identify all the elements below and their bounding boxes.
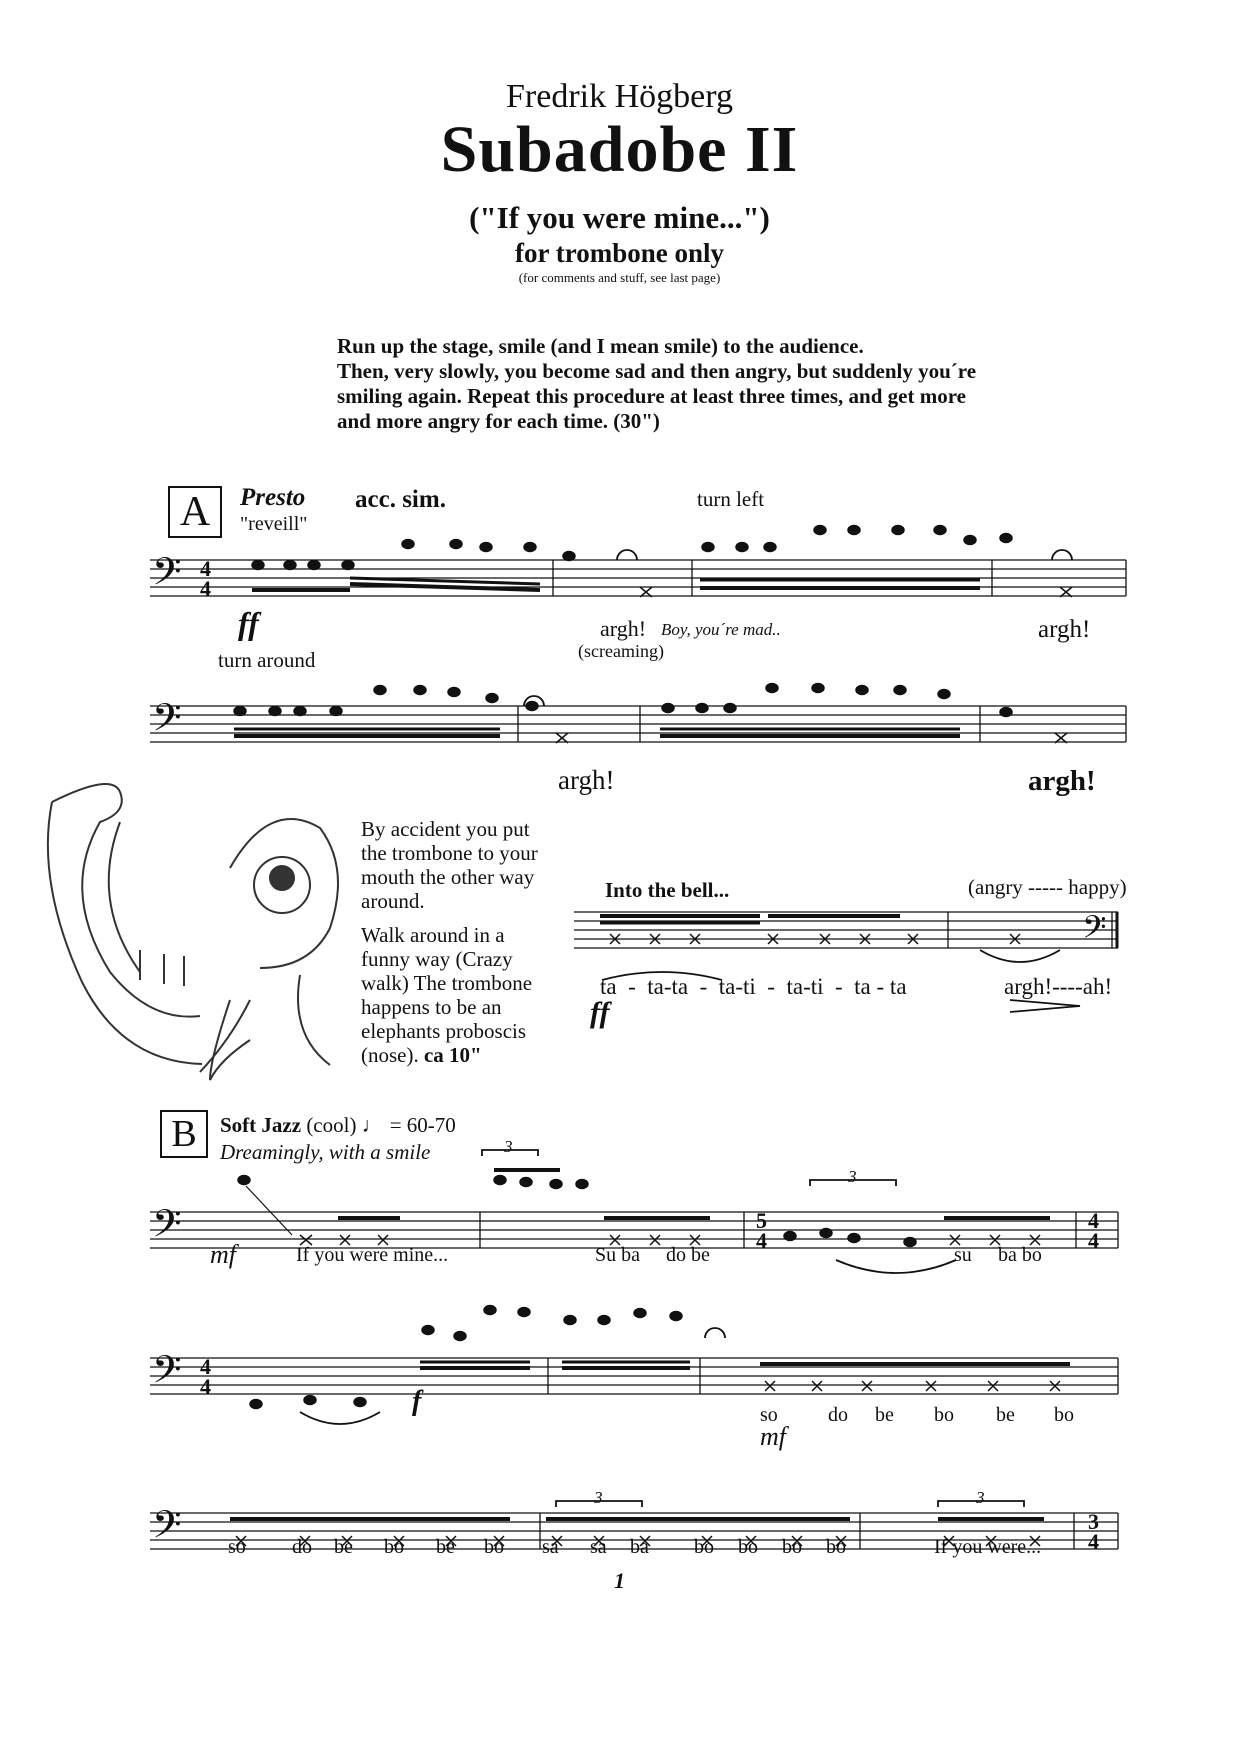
fermata-icon — [617, 550, 637, 560]
intro-line: and more angry for each time. (30") — [337, 409, 660, 433]
lyric: bo — [384, 1536, 404, 1558]
composer: Fredrik Högberg — [506, 78, 733, 115]
intro-line: Run up the stage, smile (and I mean smile) to the audience. — [337, 334, 864, 358]
time-sig-bottom: 4 — [756, 1228, 767, 1253]
boy-mad-label: Boy, you´re mad.. — [661, 620, 781, 639]
rehearsal-mark-b: B — [160, 1110, 208, 1158]
piece-subtitle: ("If you were mine...") — [469, 200, 770, 235]
lyric: bo — [484, 1536, 504, 1558]
instruction-line: mouth the other way — [361, 865, 535, 889]
elephant-drawing — [48, 784, 338, 1080]
time-sig-bottom: 4 — [200, 576, 211, 601]
time-sig-top: 5 — [756, 1208, 767, 1233]
slur-icon — [980, 950, 1060, 962]
slur-icon — [300, 1412, 380, 1424]
tempo-marking: Presto — [240, 484, 306, 511]
notes-b1 — [238, 1170, 1050, 1247]
bass-clef-icon: 𝄢 — [152, 1349, 182, 1400]
lyric: bo — [1054, 1404, 1074, 1426]
diminuendo-icon — [1010, 1000, 1080, 1012]
metronome-value: = 60-70 — [389, 1113, 456, 1137]
lyric: ba bo — [998, 1244, 1042, 1266]
time-sig-top: 3 — [1088, 1509, 1099, 1534]
time-sig-bottom: 4 — [200, 1374, 211, 1399]
notes-b2 — [250, 1306, 1070, 1409]
notes-a1-m3 — [700, 526, 980, 589]
turn-around-label: turn around — [218, 648, 316, 672]
lyric: be — [875, 1404, 894, 1426]
intro-line: Then, very slowly, you become sad and then angry, but suddenly you´re — [337, 359, 977, 383]
lyric: be — [334, 1536, 353, 1558]
performance-direction: acc. sim. — [355, 486, 446, 513]
slur-icon — [836, 1260, 956, 1273]
dynamic-mf: mf — [760, 1422, 786, 1451]
notes-a1-m2 — [563, 552, 652, 598]
instruction-line: happens to be an — [361, 995, 502, 1019]
duration-text: ca 10" — [423, 1043, 482, 1067]
triplet-number: 3 — [594, 1488, 603, 1507]
piece-title: Subadobe II — [440, 113, 799, 186]
lyric: do — [828, 1404, 848, 1426]
time-sig-top: 4 — [1088, 1208, 1099, 1233]
bass-clef-icon: 𝄢 — [1082, 911, 1107, 953]
instruction-line: around. — [361, 889, 425, 913]
lyric: do — [292, 1536, 312, 1558]
argh-label: argh! — [600, 616, 647, 641]
instruction-line: By accident you put — [361, 817, 530, 841]
fermata-icon — [1052, 550, 1072, 560]
bell-syllables: ta - ta-ta - ta-ti - ta-ti - ta - ta — [600, 974, 907, 999]
instruction-line: Walk around in a — [361, 923, 505, 947]
argh-label: argh! — [558, 765, 615, 795]
instruction-line: elephants proboscis — [361, 1019, 527, 1043]
rehearsal-mark-a: A — [168, 486, 222, 538]
elephant-instructions — [361, 817, 538, 1067]
time-sig-bottom: 4 — [1088, 1529, 1099, 1554]
dynamic-ff: ff — [590, 996, 610, 1029]
lyric: so — [760, 1404, 778, 1426]
lyric: bo — [782, 1536, 802, 1558]
lyric: be — [996, 1404, 1015, 1426]
bass-clef-icon: 𝄢 — [152, 1203, 182, 1254]
triplet-number: 3 — [848, 1167, 857, 1186]
lyric: so — [228, 1536, 246, 1558]
instruction-line: the trombone to your — [361, 841, 538, 865]
turn-left-label: turn left — [697, 487, 765, 511]
screaming-label: (screaming) — [578, 641, 664, 661]
triplet-number: 3 — [504, 1137, 513, 1156]
intro-line: smiling again. Repeat this procedure at least three times, and get more — [337, 384, 966, 408]
instrumentation: for trombone only — [515, 238, 724, 268]
bass-clef-icon: 𝄢 — [152, 697, 182, 748]
lyric: If you were... — [934, 1536, 1042, 1558]
lyric: sa — [542, 1536, 559, 1558]
tempo-marking: Soft Jazz — [220, 1113, 302, 1137]
bass-clef-icon: 𝄢 — [152, 551, 182, 602]
argh-label: argh! — [1038, 616, 1091, 643]
dynamic-ff: ff — [238, 605, 259, 641]
lyric: su — [954, 1244, 972, 1266]
header-note: (for comments and stuff, see last page) — [518, 270, 721, 285]
fermata-icon — [705, 1328, 725, 1338]
instruction-line — [361, 1043, 538, 1067]
quarter-note-icon: ♩ — [361, 1113, 383, 1137]
lyric: be — [436, 1536, 455, 1558]
lyric: bo — [826, 1536, 846, 1558]
performance-direction: Dreamingly, with a smile — [220, 1140, 431, 1164]
lyric: Su ba — [595, 1244, 640, 1266]
reveill-label: "reveill" — [240, 513, 308, 535]
bass-clef-icon: 𝄢 — [152, 1504, 182, 1555]
lyric: bo — [694, 1536, 714, 1558]
lyric: sa — [590, 1536, 607, 1558]
lyric: If you were mine... — [296, 1244, 449, 1266]
nose-text: (nose). — [361, 1043, 419, 1067]
time-sig-top: 4 — [200, 556, 211, 581]
tempo-line — [220, 1113, 456, 1138]
notes-a1-m1 — [252, 540, 540, 591]
instruction-line: funny way (Crazy — [361, 947, 513, 971]
tempo-modifier: (cool) — [306, 1113, 357, 1137]
page-number: 1 — [614, 1568, 625, 1593]
into-the-bell-label: Into the bell... — [605, 878, 730, 902]
instruction-line: walk) The trombone — [361, 971, 533, 995]
lyric: bo — [738, 1536, 758, 1558]
mood-label: (angry ----- happy) — [968, 875, 1127, 899]
dynamic-mf: mf — [210, 1240, 236, 1269]
time-sig-top: 4 — [200, 1354, 211, 1379]
bell-argh: argh!----ah! — [1004, 974, 1113, 999]
dynamic-f: f — [412, 1386, 422, 1417]
notes-a2 — [234, 684, 1067, 744]
time-sig-bottom: 4 — [1088, 1228, 1099, 1253]
lyric: bo — [934, 1404, 954, 1426]
lyric: do be — [666, 1244, 710, 1266]
argh-label: argh! — [1028, 765, 1096, 797]
lyric: ba — [630, 1536, 649, 1558]
triplet-number: 3 — [976, 1488, 985, 1507]
